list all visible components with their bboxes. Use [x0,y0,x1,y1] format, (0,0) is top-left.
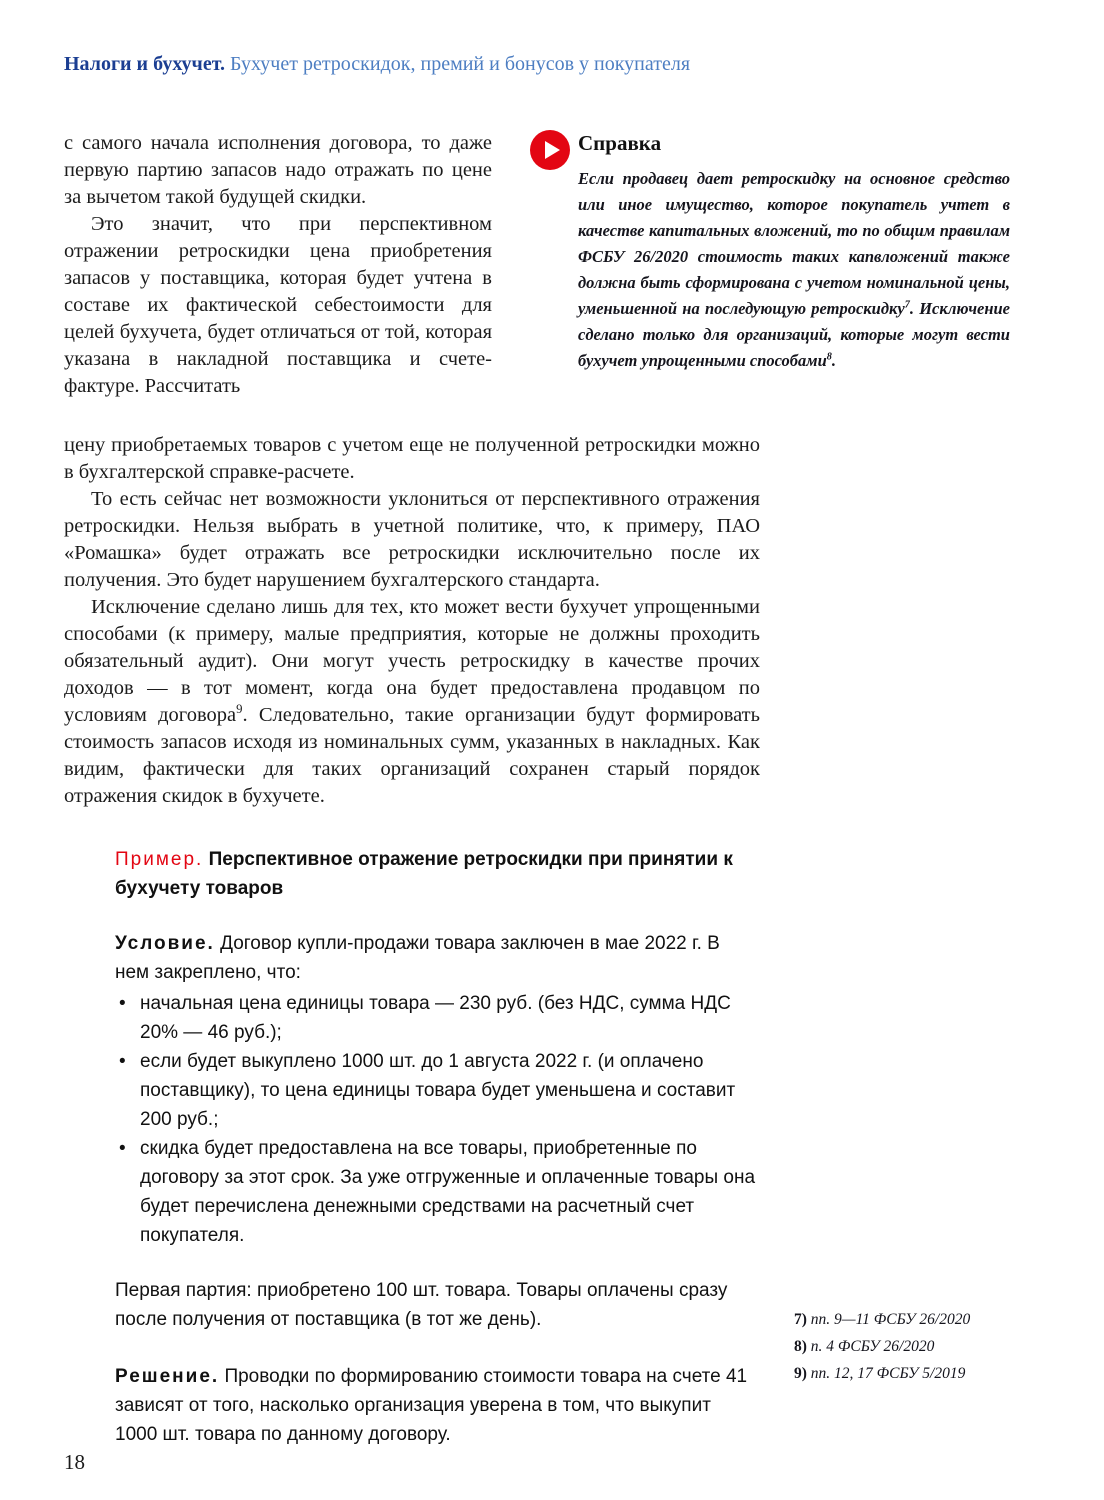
footnote-ref-8: 8 [826,351,832,363]
note-body-text: . Исключение сделано только для организаций, которые могут вести бухучет упрощенными способами [578,299,1010,370]
footnote-text: пп. 12, 17 ФСБУ 5/2019 [810,1365,966,1382]
note-body-text: Если продавец дает ретроскидку на основное средство или иное имущество, которое покупатель учтет в качестве капитальных вложений, то по общим правилам ФСБУ 26/2020 стоимость таких капвложений также должна быть сформирована с учетом номинальной цены, уменьшенной на последующую ретроскидку [578,169,1010,318]
paragraph-text: Исключение сделано лишь для тех, кто может вести бухучет упрощенными способами (к примеру, малые предприятия, которые не должны проходить обязательный аудит). Они могут учесть ретроскидку в качестве прочих доходов — в тот момент, когда она будет предоставлена продавцом по условиям договора [64,596,760,726]
example-block [115,845,758,1449]
footnote-ref-9: 9 [236,702,243,717]
footnote-item [794,1306,1019,1333]
note-title: Справка [578,131,662,155]
paragraph: цену приобретаемых товаров с учетом еще не полученной ретроскидки можно в бухгалтерской справке-расчете. [64,434,760,483]
example-solution [115,1362,758,1449]
section-title: Налоги и бухучет. [64,53,226,75]
footnote-number: 7) [794,1311,807,1328]
footnote-ref-7: 7 [904,299,910,311]
paragraph: с самого начала исполнения договора, то даже первую партию запасов надо отражать по цене за вычетом такой будущей скидки. [64,132,492,208]
note-body-text: . [831,351,836,370]
condition-label: Условие. [115,933,215,954]
page-header [64,52,690,76]
footnote-number: 8) [794,1338,807,1355]
top-row [64,130,1010,400]
solution-text: Проводки по формированию стоимости товара на счете 41 зависят от того, насколько организация уверена в том, что выкупит 1000 шт. товара по данному договору. [115,1366,748,1445]
note-body [578,166,1010,374]
footnote-number: 9) [794,1365,807,1382]
condition-text: Договор купли-продажи товара заключен в мае 2022 г. В нем закреплено, что: [115,933,720,983]
example-title-line [115,845,758,903]
paragraph [64,594,760,810]
footnotes [794,1306,1019,1387]
column-gap [492,130,530,400]
paragraph-text: . Следовательно, такие организации будут формировать стоимость запасов исходя из номинальных сумм, указанных в накладных. Как видим, фактически для таких организаций сохранен старый порядок отражения скидок в бухучете. [64,704,760,807]
bullet-item: • скидка будет предоставлена на все товары, приобретенные по договору за этот срок. За уже отгруженные и оплаченные товары она будет перечислена денежными средствами на расчетный счет покупателя. [115,1134,758,1250]
bullet-list [115,989,758,1250]
page-number: 18 [64,1450,85,1474]
footnote-item [794,1360,1019,1387]
example-paragraph: Первая партия: приобретено 100 шт. товара. Товары оплачены сразу после получения от поставщика (в тот же день). [115,1280,728,1330]
paragraph: Это значит, что при перспективном отражении ретроскидки цена приобретения запасов у поставщика, которая будет учтена в составе их фактической себестоимости для целей бухучета, будет отличаться от той, которая указана в накладной поставщика и счете-фактуре. Рассчитать [64,213,492,397]
paragraph: То есть сейчас нет возможности уклониться от перспективного отражения ретроскидки. Нельзя выбрать в учетной политике, что, к примеру, ПАО «Ромашка» будет отражать все ретроскидки исключительно после их получения. Это будет нарушением бухгалтерского стандарта. [64,488,760,591]
article-subtitle: Бухучет ретроскидок, премий и бонусов у покупателя [230,53,691,75]
example-label: Пример. [115,849,204,870]
solution-label: Решение. [115,1366,220,1387]
bullet-item: • если будет выкуплено 1000 шт. до 1 августа 2022 г. (и оплачено поставщику), то цена единицы товара будет уменьшена и составит 200 руб.; [115,1047,758,1134]
bullet-item: • начальная цена единицы товара — 230 руб. (без НДС, сумма НДС 20% — 46 руб.); [115,989,758,1047]
reference-note [530,130,1010,400]
play-circle-icon [530,130,570,170]
example-title: Перспективное отражение ретроскидки при принятии к бухучету товаров [115,849,733,899]
body-column-left [64,130,492,400]
footnote-item [794,1333,1019,1360]
footnote-text: пп. 9—11 ФСБУ 26/2020 [810,1311,971,1328]
footnote-text: п. 4 ФСБУ 26/2020 [810,1338,935,1355]
example-condition [115,929,758,987]
body-column-main [64,432,760,810]
